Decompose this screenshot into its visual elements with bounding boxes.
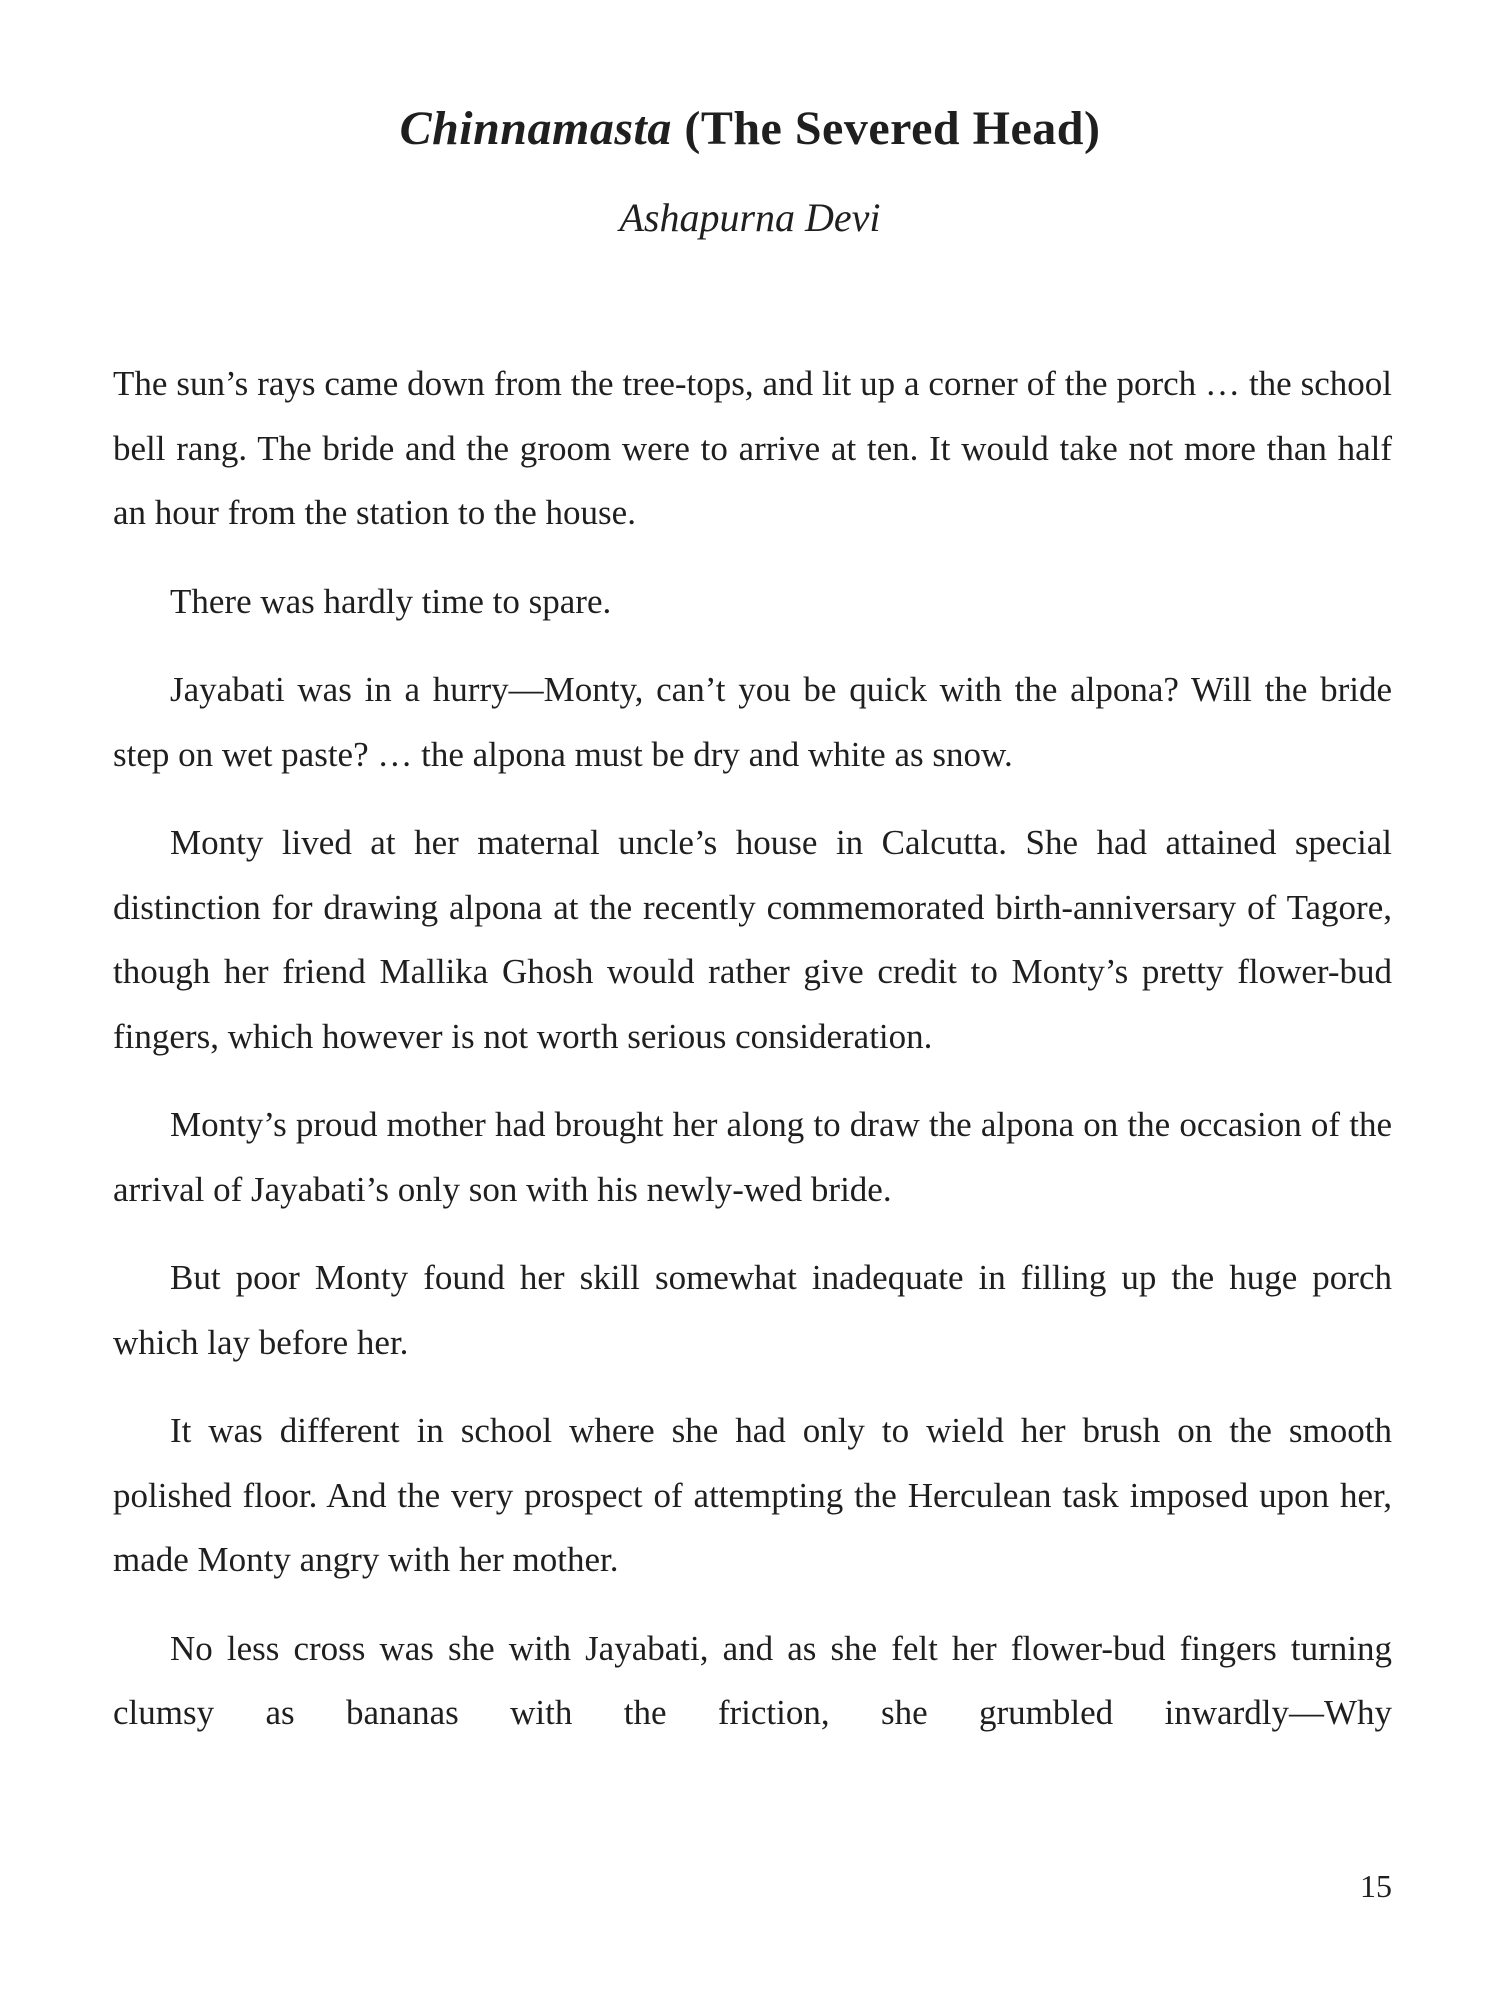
paragraph: The sun’s rays came down from the tree-tops, and lit up a corner of the porch … the school bell rang. The bride and the groom were to arrive at ten. It would take not more than half an hour from the station to the house. [113,364,1392,532]
paragraph: It was different in school where she had only to wield her brush on the smooth polished floor. And the very prospect of attempting the Herculean task imposed upon her, made Monty angry with her mother. [113,1411,1392,1579]
chapter-title-subtitle: (The Severed Head) [684,102,1101,155]
paragraph: Jayabati was in a hurry—Monty, can’t you be quick with the alpona? Will the bride step on wet paste? … the alpona must be dry and white as snow. [113,670,1392,774]
paragraph: Monty lived at her maternal uncle’s house in Calcutta. She had attained special distinction for drawing alpona at the recently commemorated birth-anniversary of Tagore, though her friend Mallika Ghosh would rather give credit to Monty’s pretty flower-bud fingers, which however is not worth serious consideration. [113,823,1392,1056]
paragraph: There was hardly time to spare. [170,581,612,621]
chapter-title [0,98,1500,160]
paragraph: No less cross was she with Jayabati, and as she felt her flower-bud fingers turning clumsy as bananas with the friction, she grumbled inwardly—Why [113,1628,1392,1732]
chapter-title-italic: Chinnamasta [399,102,672,155]
author-name: Ashapurna Devi [619,195,881,240]
page-number: 15 [1360,1868,1392,1904]
paragraph: But poor Monty found her skill somewhat inadequate in filling up the huge porch which lay before her. [113,1258,1392,1362]
story-text [113,352,1392,1746]
paragraph: Monty’s proud mother had brought her along to draw the alpona on the occasion of the arrival of Jayabati’s only son with his newly-wed bride. [113,1105,1392,1209]
